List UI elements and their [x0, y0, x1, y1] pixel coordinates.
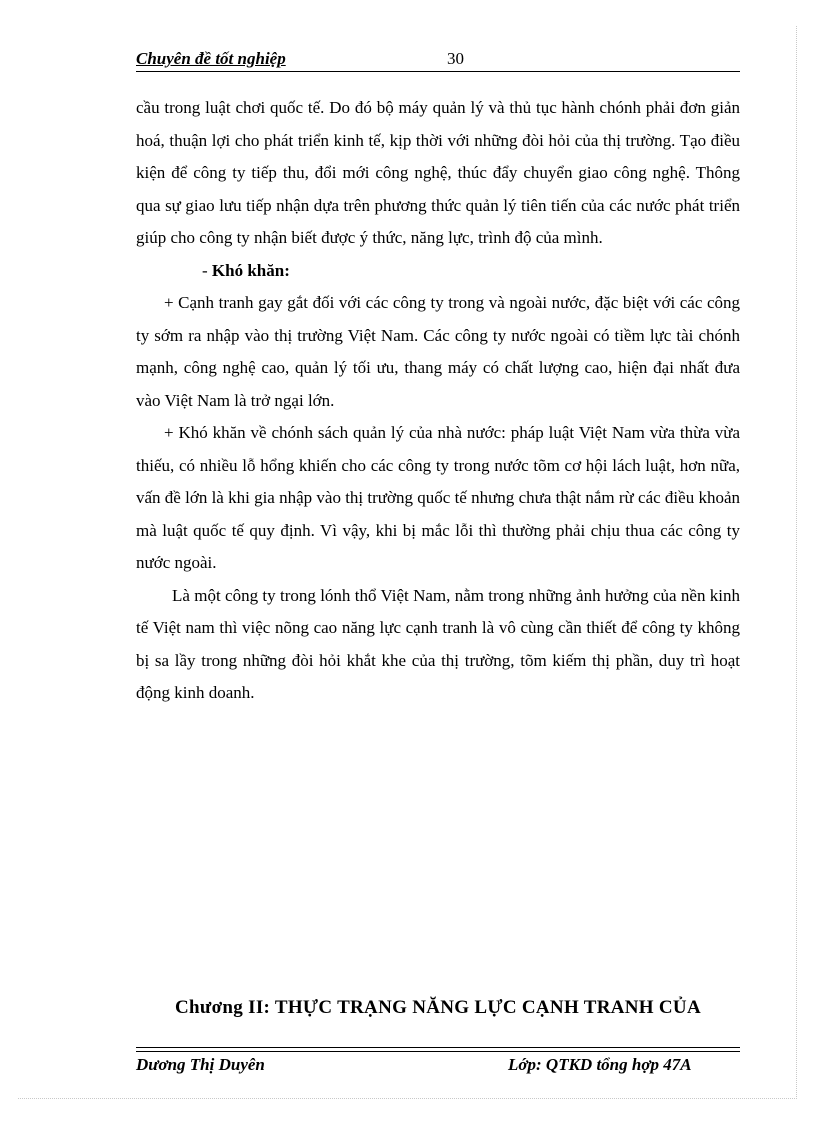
document-body: [136, 92, 740, 710]
page-header: [136, 49, 740, 71]
footer-divider-bottom: [136, 1051, 740, 1052]
header-title: Chuyên đề tốt nghiệp: [136, 49, 286, 68]
footer-divider-top: [136, 1047, 740, 1048]
header-divider: [136, 71, 740, 72]
paragraph-policy: + Khó khăn về chónh sách quản lý của nhà nước: pháp luật Việt Nam vừa thừa vừa thiếu, có nhiều lỗ hổng khiến cho các công ty trong nước tõm cơ hội lách luật, hơn nữa, vấn đề lớn là khi gia nhập vào thị trường quốc tế nhưng chưa thật nắm rừ các điều khoản mà luật quốc tế quy định. Vì vậy, khi bị mắc lỗi thì thường phải chịu thua các công ty nước ngoài.: [136, 423, 740, 572]
footer-class: Lớp: QTKD tổng hợp 47A: [508, 1055, 692, 1074]
footer-author: Dương Thị Duyên: [136, 1055, 265, 1074]
heading-prefix: -: [202, 260, 212, 280]
paragraph-conclusion: Là một công ty trong lónh thổ Việt Nam, nằm trong những ảnh hưởng của nền kinh tế Việt nam thì việc nõng cao năng lực cạnh tranh là vô cùng cần thiết để công ty không bị sa lầy trong những đòi hỏi khắt khe của thị trường, tõm kiếm thị phần, duy trì hoạt động kinh doanh.: [136, 585, 740, 702]
section-heading-difficulties: [136, 255, 740, 288]
paragraph-opportunities-continued: cầu trong luật chơi quốc tế. Do đó bộ máy quản lý và thủ tục hành chónh phải đơn giản hoá, thuận lợi cho phát triển kinh tế, kịp thời với những đòi hỏi của thị trường. Tạo điều kiện để công ty tiếp thu, đổi mới công nghệ, thúc đẩy chuyển giao công nghệ. Thông qua sự giao lưu tiếp nhận dựa trên phương thức quản lý tiên tiến của các nước phát triển giúp cho công ty nhận biết được ý thức, năng lực, trình độ của mình.: [136, 98, 740, 247]
page-number: 30: [447, 49, 464, 68]
chapter-title: Chương II: THỰC TRẠNG NĂNG LỰC CẠNH TRANH CỦA: [175, 997, 701, 1018]
heading-text: Khó khăn:: [211, 260, 290, 280]
paragraph-competition: + Cạnh tranh gay gắt đối với các công ty trong và ngoài nước, đặc biệt với các công ty sớm ra nhập vào thị trường Việt Nam. Các công ty nước ngoài có tiềm lực tài chónh mạnh, công nghệ cao, quản lý tối ưu, thang máy có chất lượng cao, hiện đại nhất đưa vào Việt Nam là trở ngại lớn.: [136, 293, 740, 410]
